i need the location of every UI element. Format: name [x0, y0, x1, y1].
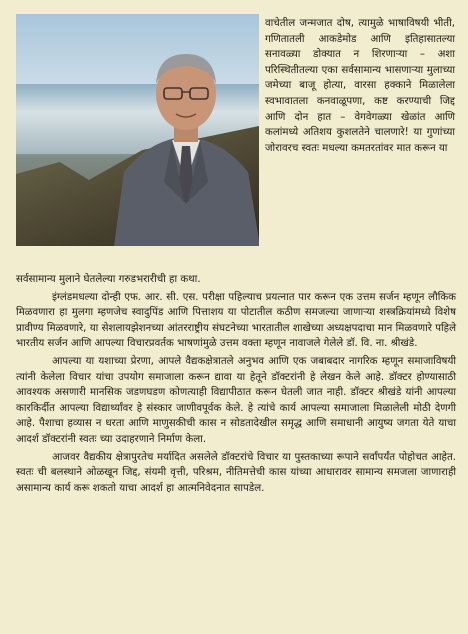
author-photo	[16, 14, 259, 246]
paragraph-4: आजवर वैद्यकीय क्षेत्रापुरतेच मर्यादित असलेले डॉक्टरांचे विचार या पुस्तकाच्या रूपाने सर्वांपर्यंत पोहोचत आहेत. स्वतः ची बलस्थाने ओळखून जिद्द, संयमी वृत्ती, परिश्रम, नीतिमत्तेची कास यांच्या आधारावर सामान्य समजला जाणाराही असामान्य कार्य करू शकतो याचा आदर्श हा आत्मनिवेदनात सापडेल.	[16, 451, 456, 494]
intro-paragraph-continued: सर्वसामान्य मुलाने घेतलेल्या गरुडभरारीची हा कथा.	[16, 274, 201, 285]
intro-paragraph-right: वाचेतील जन्मजात दोष, त्यामुळे भाषाविषयी भीती, गणितातली आकडेमोड आणि इतिहासातल्या सनावळ्या डोक्यात न शिरणाऱ्या – अशा परिस्थितीतल्या एका सर्वसामान्य भासणाऱ्या मुलाच्या जमेच्या बाजू होत्या, वारसा हक्काने मिळालेला स्वभावातला कनवाळूपणा, कष्ट करण्याची जिद्द आणि दोन हात – वेगवेगळ्या खेळांत आणि कलांमध्ये अतिशय कुशलतेने चालणारे! या गुणांच्या जोरावरच स्वतः मधल्या कमतरतांवर मात करून या	[265, 18, 455, 154]
main-text	[16, 272, 456, 496]
paragraph-3: आपल्या या यशाच्या प्रेरणा, आपले वैद्यकक्षेत्रातले अनुभव आणि एक जबाबदार नागरिक म्हणून समाजाविषयी त्यांनी केलेला विचार यांचा उपयोग समाजाला करून द्यावा या हेतूने डॉक्टरांनी हे लेखन केले आहे. डॉक्टर होण्यासाठी आवश्यक असणारी मानसिक जडणघडण कोणत्याही विद्यापीठात करून घेतली जात नाही. डॉक्टर श्रीखंडे यांनी आपल्या कारकिर्दीत आपल्या विद्यार्थ्यांवर हे संस्कार जाणीवपूर्वक केले. हे त्यांचे कार्य आपल्या समाजाला मिळालेली मोठी देणगी आहे. पैशाचा हव्यास न धरता आणि माणुसकीची कास न सोडतादेखील समृद्ध आणि समाधानी आयुष्य जगता येते याचा आदर्श डॉक्टरांनी स्वतः च्या उदाहरणाने निर्माण केला.	[16, 355, 456, 445]
author-portrait	[106, 32, 259, 246]
paragraph-2: इंग्लंडमधल्या दोन्ही एफ. आर. सी. एस. परीक्षा पहिल्याच प्रयत्नात पार करून एक उत्तम सर्जन म्हणून लौकिक मिळवणारा हा मुलगा म्हणजेच स्वादुपिंड आणि पित्ताशय या पोटातील कठीण समजल्या जाणाऱ्या शस्त्रक्रियांमध्ये विशेष प्रावीण्य मिळवणारे, या सेशलायझेशनच्या आंतरराष्ट्रीय संघटनेच्या भारतातील शाखेच्या अध्यक्षपदाचा मान मिळवणारे पहिले भारतीय सर्जन आणि आपल्या विचारप्रवर्तक भाषणांमुळे उत्तम वक्ता म्हणून नावाजले गेलेले डॉ. वि. ना. श्रीखंडे.	[16, 291, 456, 350]
